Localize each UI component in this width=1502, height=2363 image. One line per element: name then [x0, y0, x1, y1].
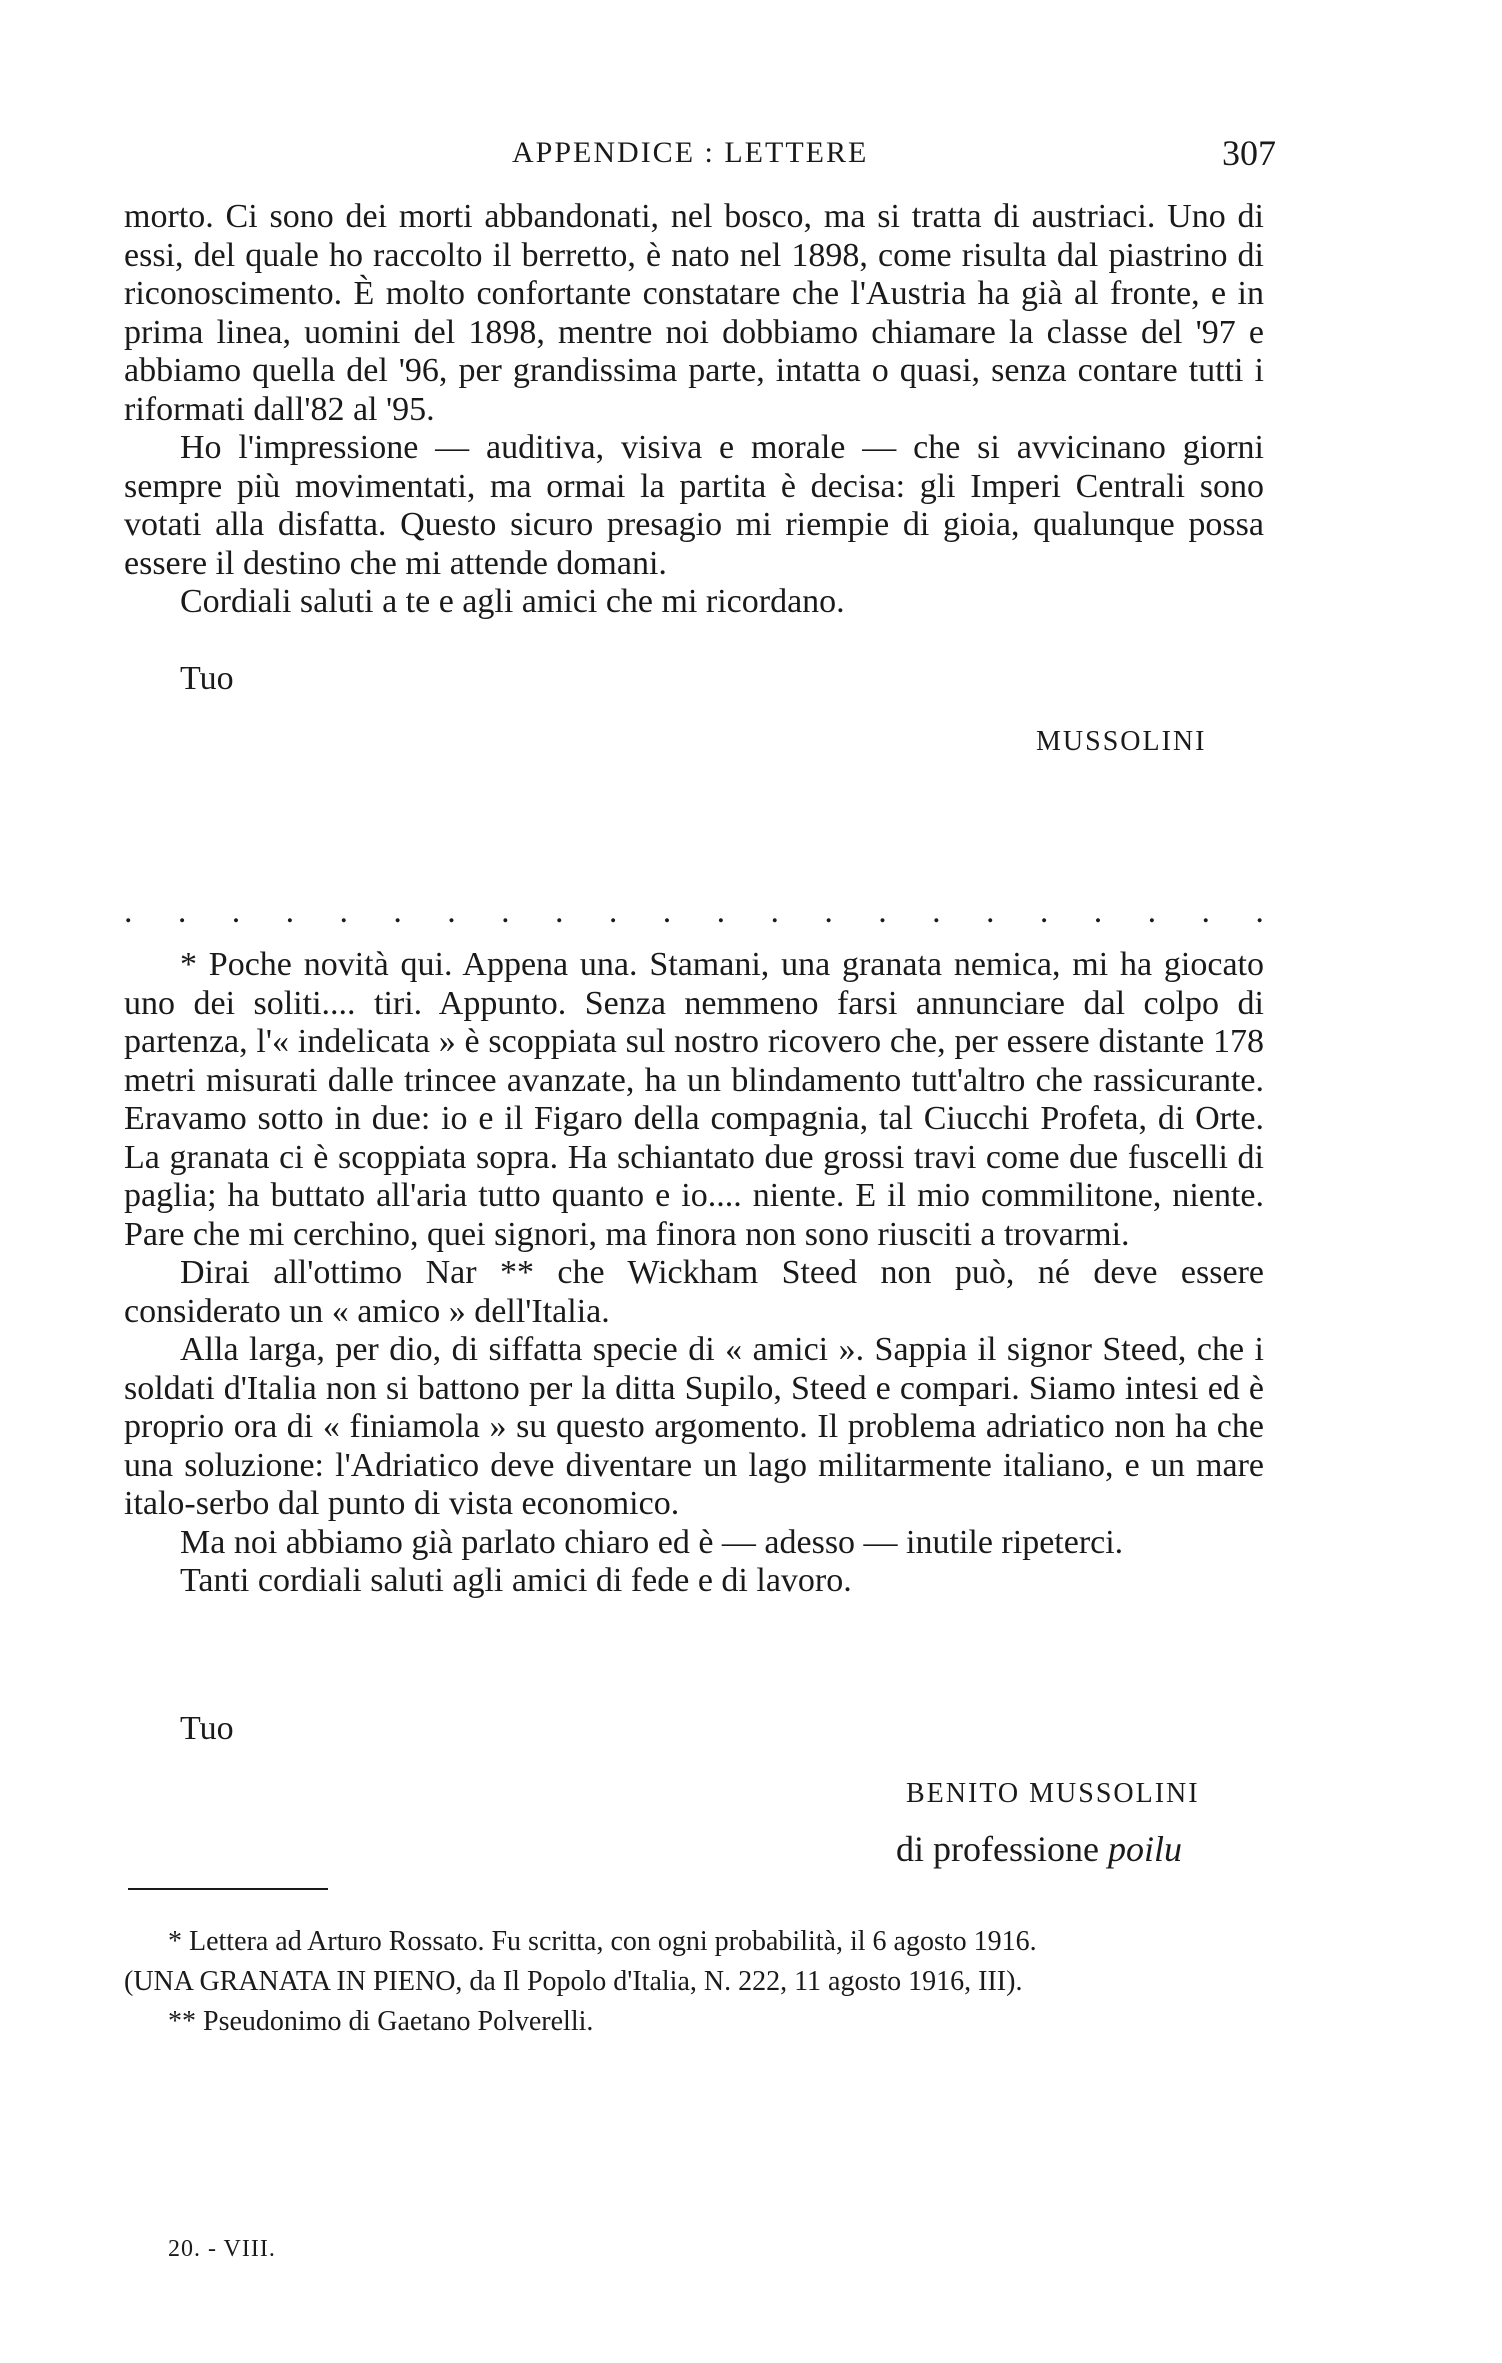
letter-one-paragraph: morto. Ci sono dei morti abbandonati, nel bosco, ma si tratta di austriaci. Uno di essi, del quale ho raccolto il berretto, è nato nel 1898, come risulta dal piastrino di riconoscimento. È molto confortante constatare che l'Austria ha già al fronte, e in prima linea, uomini del 1898, mentre noi dobbiamo chiamare la classe del '97 e abbiamo quella del '96, per grandissima parte, intatta o quasi, senza contare tutti i riformati dall'82 al '95. — [124, 198, 1264, 428]
letter-two-signature: BENITO MUSSOLINI — [906, 1778, 1200, 1809]
letter-two-paragraph: Tanti cordiali saluti agli amici di fede e di lavoro. — [180, 1562, 852, 1599]
letter-two-paragraph: Alla larga, per dio, di siffatta specie di « amici ». Sappia il signor Steed, che i soldati d'Italia non si battono per la ditta Supilo, Steed e compari. Siamo intesi ed è proprio ora di « finiamola » su questo argomento. Il problema adriatico non ha che una soluzione: l'Adriatico deve diventare un lago militarmente italiano, e un mare italo-serbo dal punto di vista economico. — [124, 1331, 1264, 1522]
letter-two-body — [124, 946, 1264, 1601]
letter-two-paragraph: * Poche novità qui. Appena una. Stamani, una granata nemica, mi ha giocato uno dei soliti.... tiri. Appunto. Senza nemmeno farsi annunciare dal colpo di partenza, l'« indelicata » è scoppiata sul nostro ricovero che, per essere distante 178 metri misurati dalle trincee avanzate, ha un blindamento tutt'altro che rassicurante. Eravamo sotto in due: io e il Figaro della compagnia, tal Ciucchi Profeta, di Orte. La granata ci è scoppiata sopra. Ha schiantato due grossi travi come due fuscelli di paglia; ha buttato all'aria tutto quanto e io.... niente. E il mio commilitone, niente. Pare che mi cerchino, quei signori, ma finora non sono riusciti a trovarmi. — [124, 946, 1264, 1253]
letter-two-paragraph: Ma noi abbiamo già parlato chiaro ed è — adesso — inutile ripeterci. — [180, 1523, 1124, 1561]
subsignature-prefix: di professione — [896, 1829, 1099, 1869]
letter-one-body — [124, 198, 1264, 622]
letter-one-closing: Tuo — [180, 660, 234, 697]
footnotes — [124, 1922, 1264, 2042]
footnote: ** Pseudonimo di Gaetano Polverelli. — [168, 2006, 594, 2037]
subsignature-italic: poilu — [1107, 1829, 1182, 1869]
letter-two-paragraph: Dirai all'ottimo Nar ** che Wickham Steed non può, né deve essere considerato un « amico » dell'Italia. — [124, 1254, 1264, 1330]
running-head: APPENDICE : LETTERE — [512, 136, 869, 169]
letter-one-paragraph: Cordiali saluti a te e agli amici che mi ricordano. — [180, 583, 845, 620]
page-number: 307 — [1222, 133, 1276, 173]
footnote: * Lettera ad Arturo Rossato. Fu scritta, con ogni probabilità, il 6 agosto 1916. — [168, 1926, 1037, 1957]
letter-two-closing: Tuo — [180, 1710, 234, 1747]
letter-one-paragraph: Ho l'impressione — auditiva, visiva e morale — che si avvicinano giorni sempre più movimentati, ma ormai la partita è decisa: gli Imperi Centrali sono votati alla disfatta. Questo sicuro presagio mi riempie di gioia, qualunque possa essere il destino che mi attende domani. — [124, 429, 1264, 582]
letter-one-signature: MUSSOLINI — [1036, 726, 1207, 757]
printer-signature-mark: 20. - VIII. — [168, 2236, 276, 2262]
letter-two-subsignature — [896, 1828, 1182, 1870]
footnote: (UNA GRANATA IN PIENO, da Il Popolo d'Italia, N. 222, 11 agosto 1916, III). — [124, 1966, 1023, 1997]
footnote-rule — [128, 1888, 328, 1890]
separator-dots: . . . . . . . . . . . . . . . . . . . . . . — [124, 893, 1264, 930]
